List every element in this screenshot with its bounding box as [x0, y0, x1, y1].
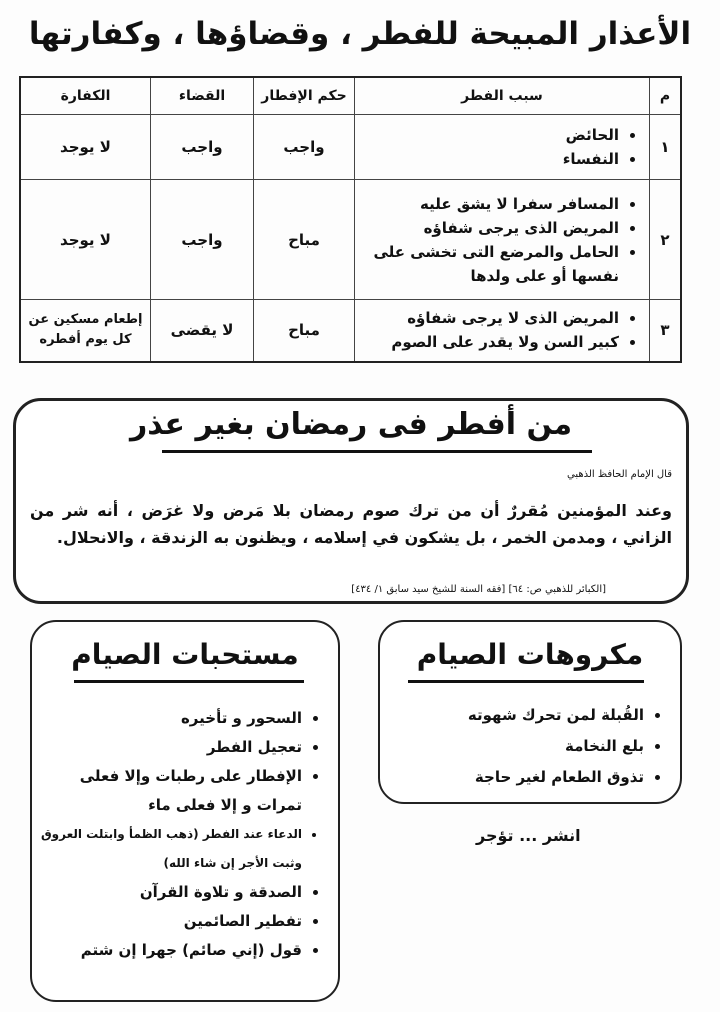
table-row	[20, 300, 681, 362]
makruhat-box	[378, 620, 682, 804]
list-item: • السحور و تأخيره	[40, 704, 302, 733]
title-underline	[408, 680, 644, 683]
row-kaffara: إطعام مسكين عن كل يوم أفطره	[20, 300, 151, 362]
row-qada: واجب	[151, 115, 254, 180]
header-ruling: حكم الإفطار	[254, 77, 355, 115]
header-number: م	[650, 77, 682, 115]
excuses-table	[19, 76, 682, 363]
makruhat-title: مكروهات الصيام	[416, 638, 644, 671]
reason-item: • المريض الذى يرجى شفاؤه	[361, 216, 619, 240]
reason-item: • النفساء	[361, 147, 619, 171]
header-qada: القضاء	[151, 77, 254, 115]
page-title: الأعذار المبيحة للفطر ، وقضاؤها ، وكفارتها	[28, 16, 692, 52]
quote-source: قال الإمام الحافظ الذهبي	[566, 469, 672, 480]
mustahabbat-title: مستحبات الصيام	[71, 638, 299, 671]
table-row	[20, 180, 681, 300]
reason-item: • الحائض	[361, 123, 619, 147]
list-item: • تعجيل الفطر	[40, 733, 302, 762]
reason-item: • المريض الذى لا يرجى شفاؤه	[361, 306, 619, 330]
mustahabbat-list	[40, 704, 324, 965]
list-item: • تذوق الطعام لغير حاجة	[390, 762, 644, 793]
row-number: ١	[650, 115, 682, 180]
list-item: • قول (إني صائم) جهرا إن شتم	[40, 936, 302, 965]
no-excuse-heading: من أفطر فى رمضان بغير عذر	[129, 407, 573, 442]
row-ruling: مباح	[254, 180, 355, 300]
header-kaffara: الكفارة	[20, 77, 151, 115]
row-number: ٣	[650, 300, 682, 362]
reason-item: • كبير السن ولا يقدر على الصوم	[361, 330, 619, 354]
row-number: ٢	[650, 180, 682, 300]
list-item: • القُبلة لمن تحرك شهوته	[390, 700, 644, 731]
row-reasons	[355, 115, 650, 180]
list-item: • الإفطار على رطبات وإلا فعلى تمرات و إلا فعلى ماء	[40, 762, 302, 820]
row-qada: واجب	[151, 180, 254, 300]
heading-underline	[162, 450, 592, 453]
reason-item: • المسافر سفرا لا يشق عليه	[361, 192, 619, 216]
quote-body: وعند المؤمنين مُقررٌ أن من ترك صوم رمضان بلا مَرض ولا غرَض ، أنه شر من الزاني ، ومدمن الخمر ، بل يشكون في إسلامه ، ويظنون به الزندقة ، والانحلال.	[30, 501, 672, 547]
row-kaffara: لا يوجد	[20, 115, 151, 180]
quote-reference: [الكبائر للذهبي ص: ٦٤] [فقه السنة للشيخ سيد سابق ١/ ٤٣٤]	[351, 584, 606, 595]
table-header-row	[20, 77, 681, 115]
row-ruling: واجب	[254, 115, 355, 180]
list-item: • تفطير الصائمين	[40, 907, 302, 936]
row-reasons	[355, 180, 650, 300]
row-ruling: مباح	[254, 300, 355, 362]
row-kaffara: لا يوجد	[20, 180, 151, 300]
header-reason: سبب الفطر	[355, 77, 650, 115]
no-excuse-box	[13, 398, 689, 604]
title-underline	[74, 680, 304, 683]
list-item: • بلع النخامة	[390, 731, 644, 762]
mustahabbat-box	[30, 620, 340, 1002]
row-qada: لا يقضى	[151, 300, 254, 362]
list-item: • الصدقة و تلاوة القرآن	[40, 878, 302, 907]
share-text: انشر ... تؤجر	[476, 826, 581, 845]
list-item: • الدعاء عند الفطر (ذهب الظمأ وابتلت العروق وثبت الأجر إن شاء الله)	[40, 820, 302, 878]
table-row	[20, 115, 681, 180]
row-reasons	[355, 300, 650, 362]
reason-item: • الحامل والمرضع التى تخشى على نفسها أو على ولدها	[361, 240, 619, 288]
makruhat-list	[390, 700, 666, 793]
